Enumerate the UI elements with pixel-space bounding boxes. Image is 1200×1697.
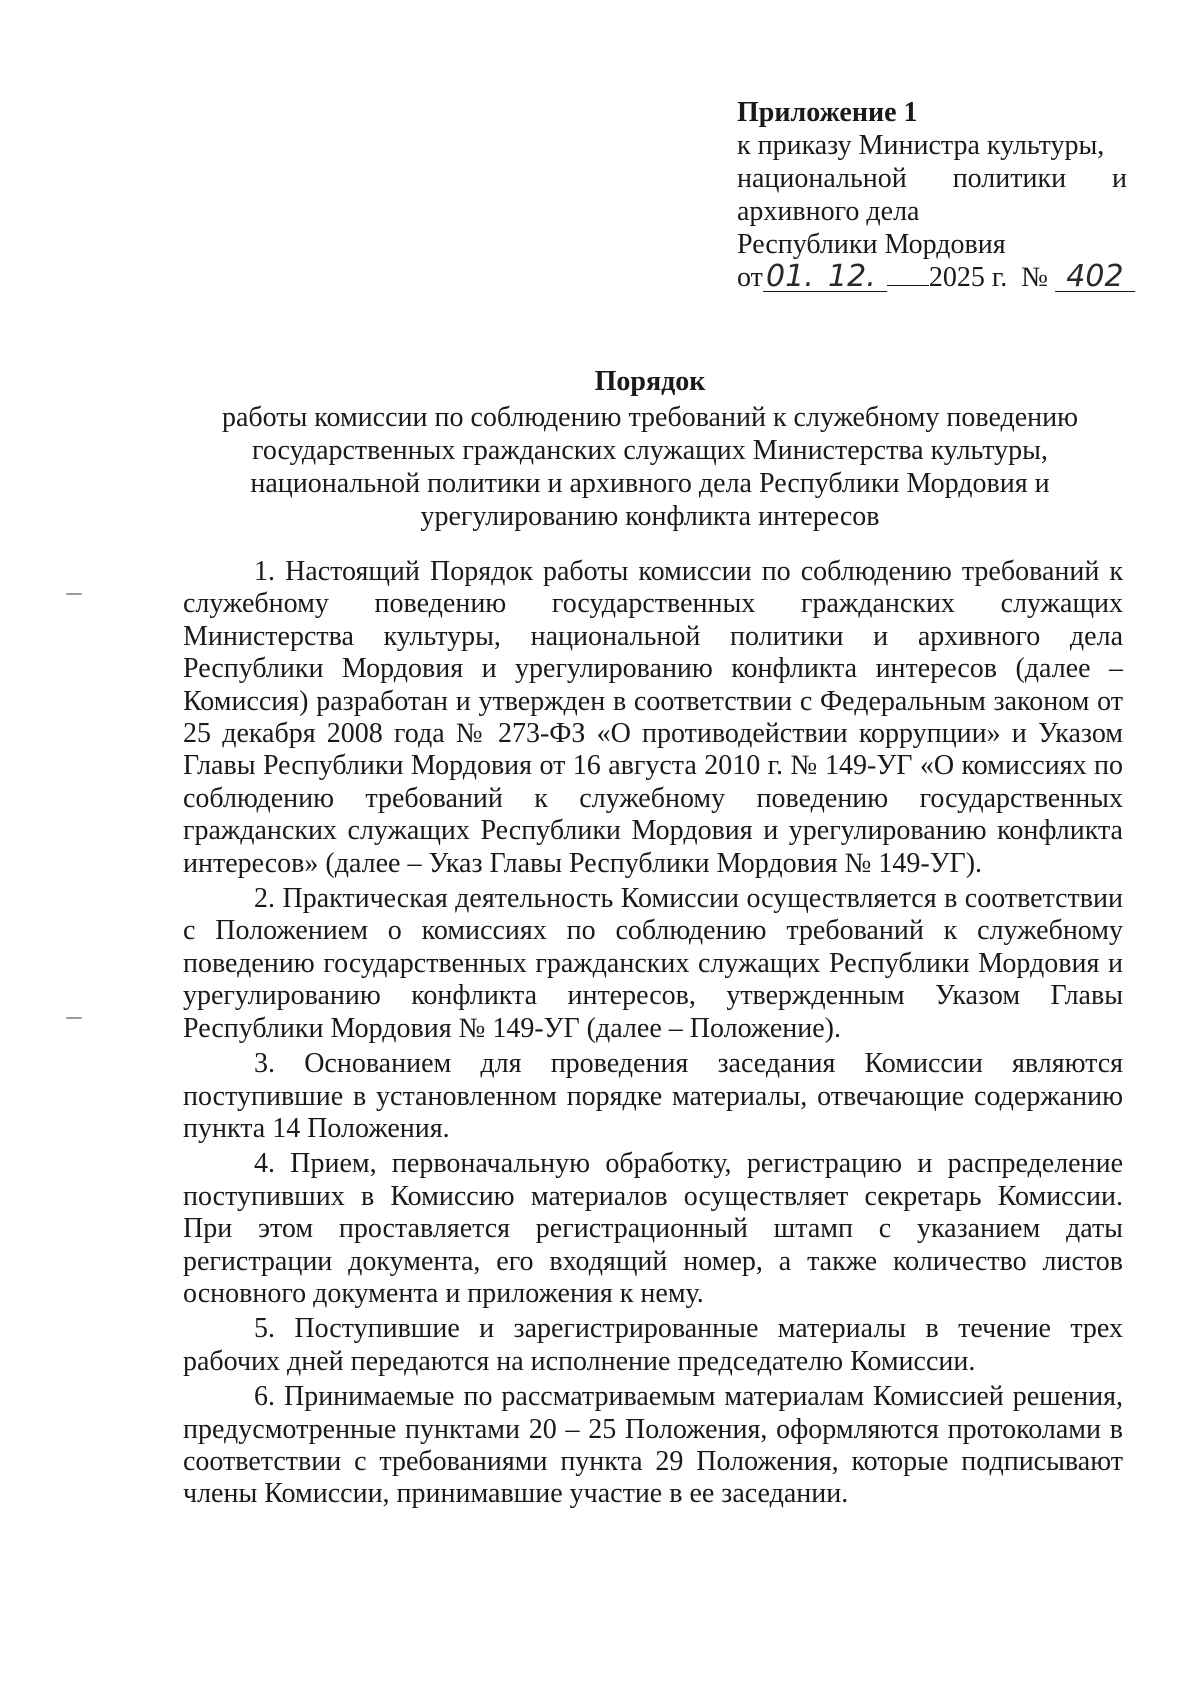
annex-line: к приказу Министра культуры, — [737, 130, 1105, 161]
annex-line: архивного дела — [737, 196, 920, 227]
document-subtitle: работы комиссии по соблюдению требований к служебному поведению государственных гражданских служащих Министерства культуры, национальной политики и архивного дела Республики Мордовия и урегулированию конфликта интересов — [221, 402, 1079, 532]
paragraph: 6. Принимаемые по рассматриваемым материалам Комиссией решения, предусмотренные пунктами 20 – 25 Положения, оформляются протоколами в соответствии с требованиями пункта 29 Положения, которые подписывают члены Комиссии, принимавшие участие в ее заседании. — [183, 1381, 1123, 1510]
annex-line: национальной политики и — [737, 163, 1127, 194]
paragraph: 5. Поступившие и зарегистрированные материалы в течение трех рабочих дней передаются на исполнение председателю Комиссии. — [183, 1313, 1123, 1377]
date-prefix: от — [737, 262, 763, 293]
paragraph: 1. Настоящий Порядок работы комиссии по соблюдению требований к служебному поведению государственных гражданских служащих Министерства культуры, национальной политики и архивного дела Республики Мордовия и урегулированию конфликта интересов (далее – Комиссия) разработан и утвержден в соответствии с Федеральным законом от 25 декабря 2008 года № 273-ФЗ «О противодействии коррупции» и Указом Главы Республики Мордовия от 16 августа 2010 г. № 149-УГ «О комиссиях по соблюдению требований к служебному поведению государственных гражданских служащих Республики Мордовия и урегулированию конфликта интересов» (далее – Указ Главы Республики Мордовия № 149-УГ). — [183, 556, 1123, 879]
scan-mark — [66, 593, 82, 595]
annex-block — [737, 96, 1127, 294]
paragraph: 2. Практическая деятельность Комиссии осуществляется в соответствии с Положением о комиссиях по соблюдению требований к служебному поведению государственных гражданских служащих Республики Мордовия и урегулированию конфликта интересов, утвержденным Указом Главы Республики Мордовия № 149-УГ (далее – Положение). — [183, 883, 1123, 1044]
scan-mark — [66, 1017, 82, 1019]
annex-title: Приложение 1 — [737, 97, 918, 128]
document-body — [183, 556, 1123, 1514]
date-year: 2025 г. — [928, 262, 1008, 293]
number-sign: № — [1021, 262, 1048, 293]
document-heading — [185, 365, 1115, 533]
document-title: Порядок — [594, 366, 706, 397]
handwritten-month: 12. — [817, 263, 887, 292]
annex-line: Республики Мордовия — [737, 229, 1006, 260]
handwritten-day: 01. — [763, 263, 817, 292]
date-underline — [887, 285, 929, 286]
paragraph: 3. Основанием для проведения заседания Комиссии являются поступившие в установленном порядке материалы, отвечающие содержанию пункта 14 Положения. — [183, 1048, 1123, 1144]
order-date-line — [737, 261, 1127, 294]
paragraph: 4. Прием, первоначальную обработку, регистрацию и распределение поступивших в Комиссию материалов осуществляет секретарь Комиссии. При этом проставляется регистрационный штамп с указанием даты регистрации документа, его входящий номер, а также количество листов основного документа и приложения к нему. — [183, 1148, 1123, 1309]
handwritten-order-number: 402 — [1055, 263, 1135, 292]
